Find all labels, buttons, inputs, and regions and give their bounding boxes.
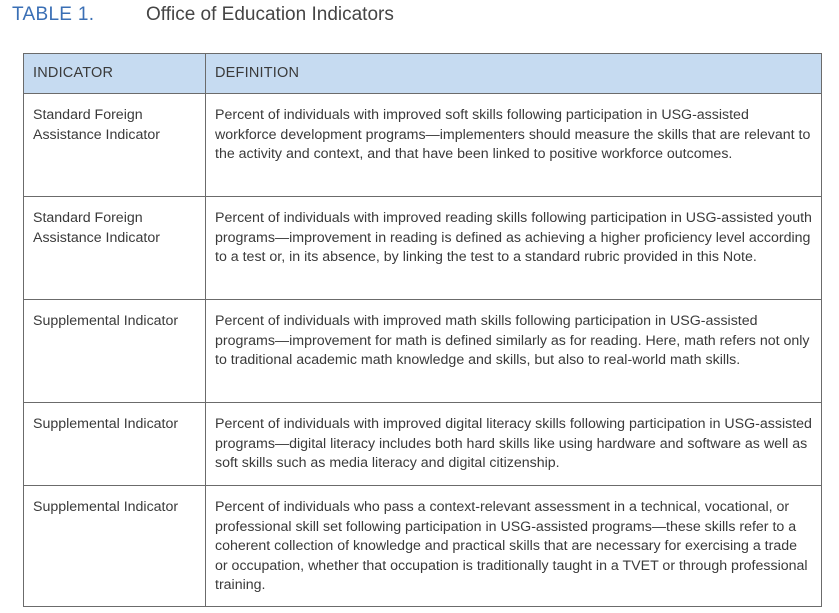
indicators-table [23, 53, 822, 607]
table-number: TABLE 1. [12, 4, 95, 25]
table-row [24, 197, 822, 300]
table-row [24, 486, 822, 607]
indicator-cell: Supplemental Indicator [24, 403, 206, 486]
definition-cell: Percent of individuals with improved reading skills following participation in USG-assisted youth programs—improvement in reading is defined as achieving a higher proficiency level according to a test or, in its absence, by linking the test to a standard rubric provided in this Note. [206, 197, 822, 300]
indicator-cell: Supplemental Indicator [24, 486, 206, 607]
definition-cell: Percent of individuals with improved math skills following participation in USG-assisted programs—improvement for math is defined similarly as for reading. Here, math refers not only to traditional academic math knowledge and skills, but also to real-world math skills. [206, 300, 822, 403]
indicator-cell: Standard Foreign Assistance Indicator [24, 94, 206, 197]
definition-cell: Percent of individuals with improved soft skills following participation in USG-assisted workforce development programs—implementers should measure the skills that are relevant to the activity and context, and that have been linked to positive workforce outcomes. [206, 94, 822, 197]
table-row [24, 403, 822, 486]
table-header-row [24, 54, 822, 94]
table-row [24, 300, 822, 403]
column-header-definition: DEFINITION [206, 54, 822, 94]
indicator-cell: Standard Foreign Assistance Indicator [24, 197, 206, 300]
definition-cell: Percent of individuals with improved digital literacy skills following participation in USG-assisted programs—digital literacy includes both hard skills like using hardware and software as well as soft skills such as media literacy and digital citizenship. [206, 403, 822, 486]
table-title: Office of Education Indicators [146, 4, 394, 25]
column-header-indicator: INDICATOR [24, 54, 206, 94]
table-row [24, 94, 822, 197]
table-caption [12, 2, 394, 28]
definition-cell: Percent of individuals who pass a context-relevant assessment in a technical, vocational, or professional skill set following participation in USG-assisted programs—these skills refer to a coherent collection of knowledge and practical skills that are necessary for exercising a trade or occupation, whether that occupation is traditionally taught in a TVET or through professional training. [206, 486, 822, 607]
indicator-cell: Supplemental Indicator [24, 300, 206, 403]
